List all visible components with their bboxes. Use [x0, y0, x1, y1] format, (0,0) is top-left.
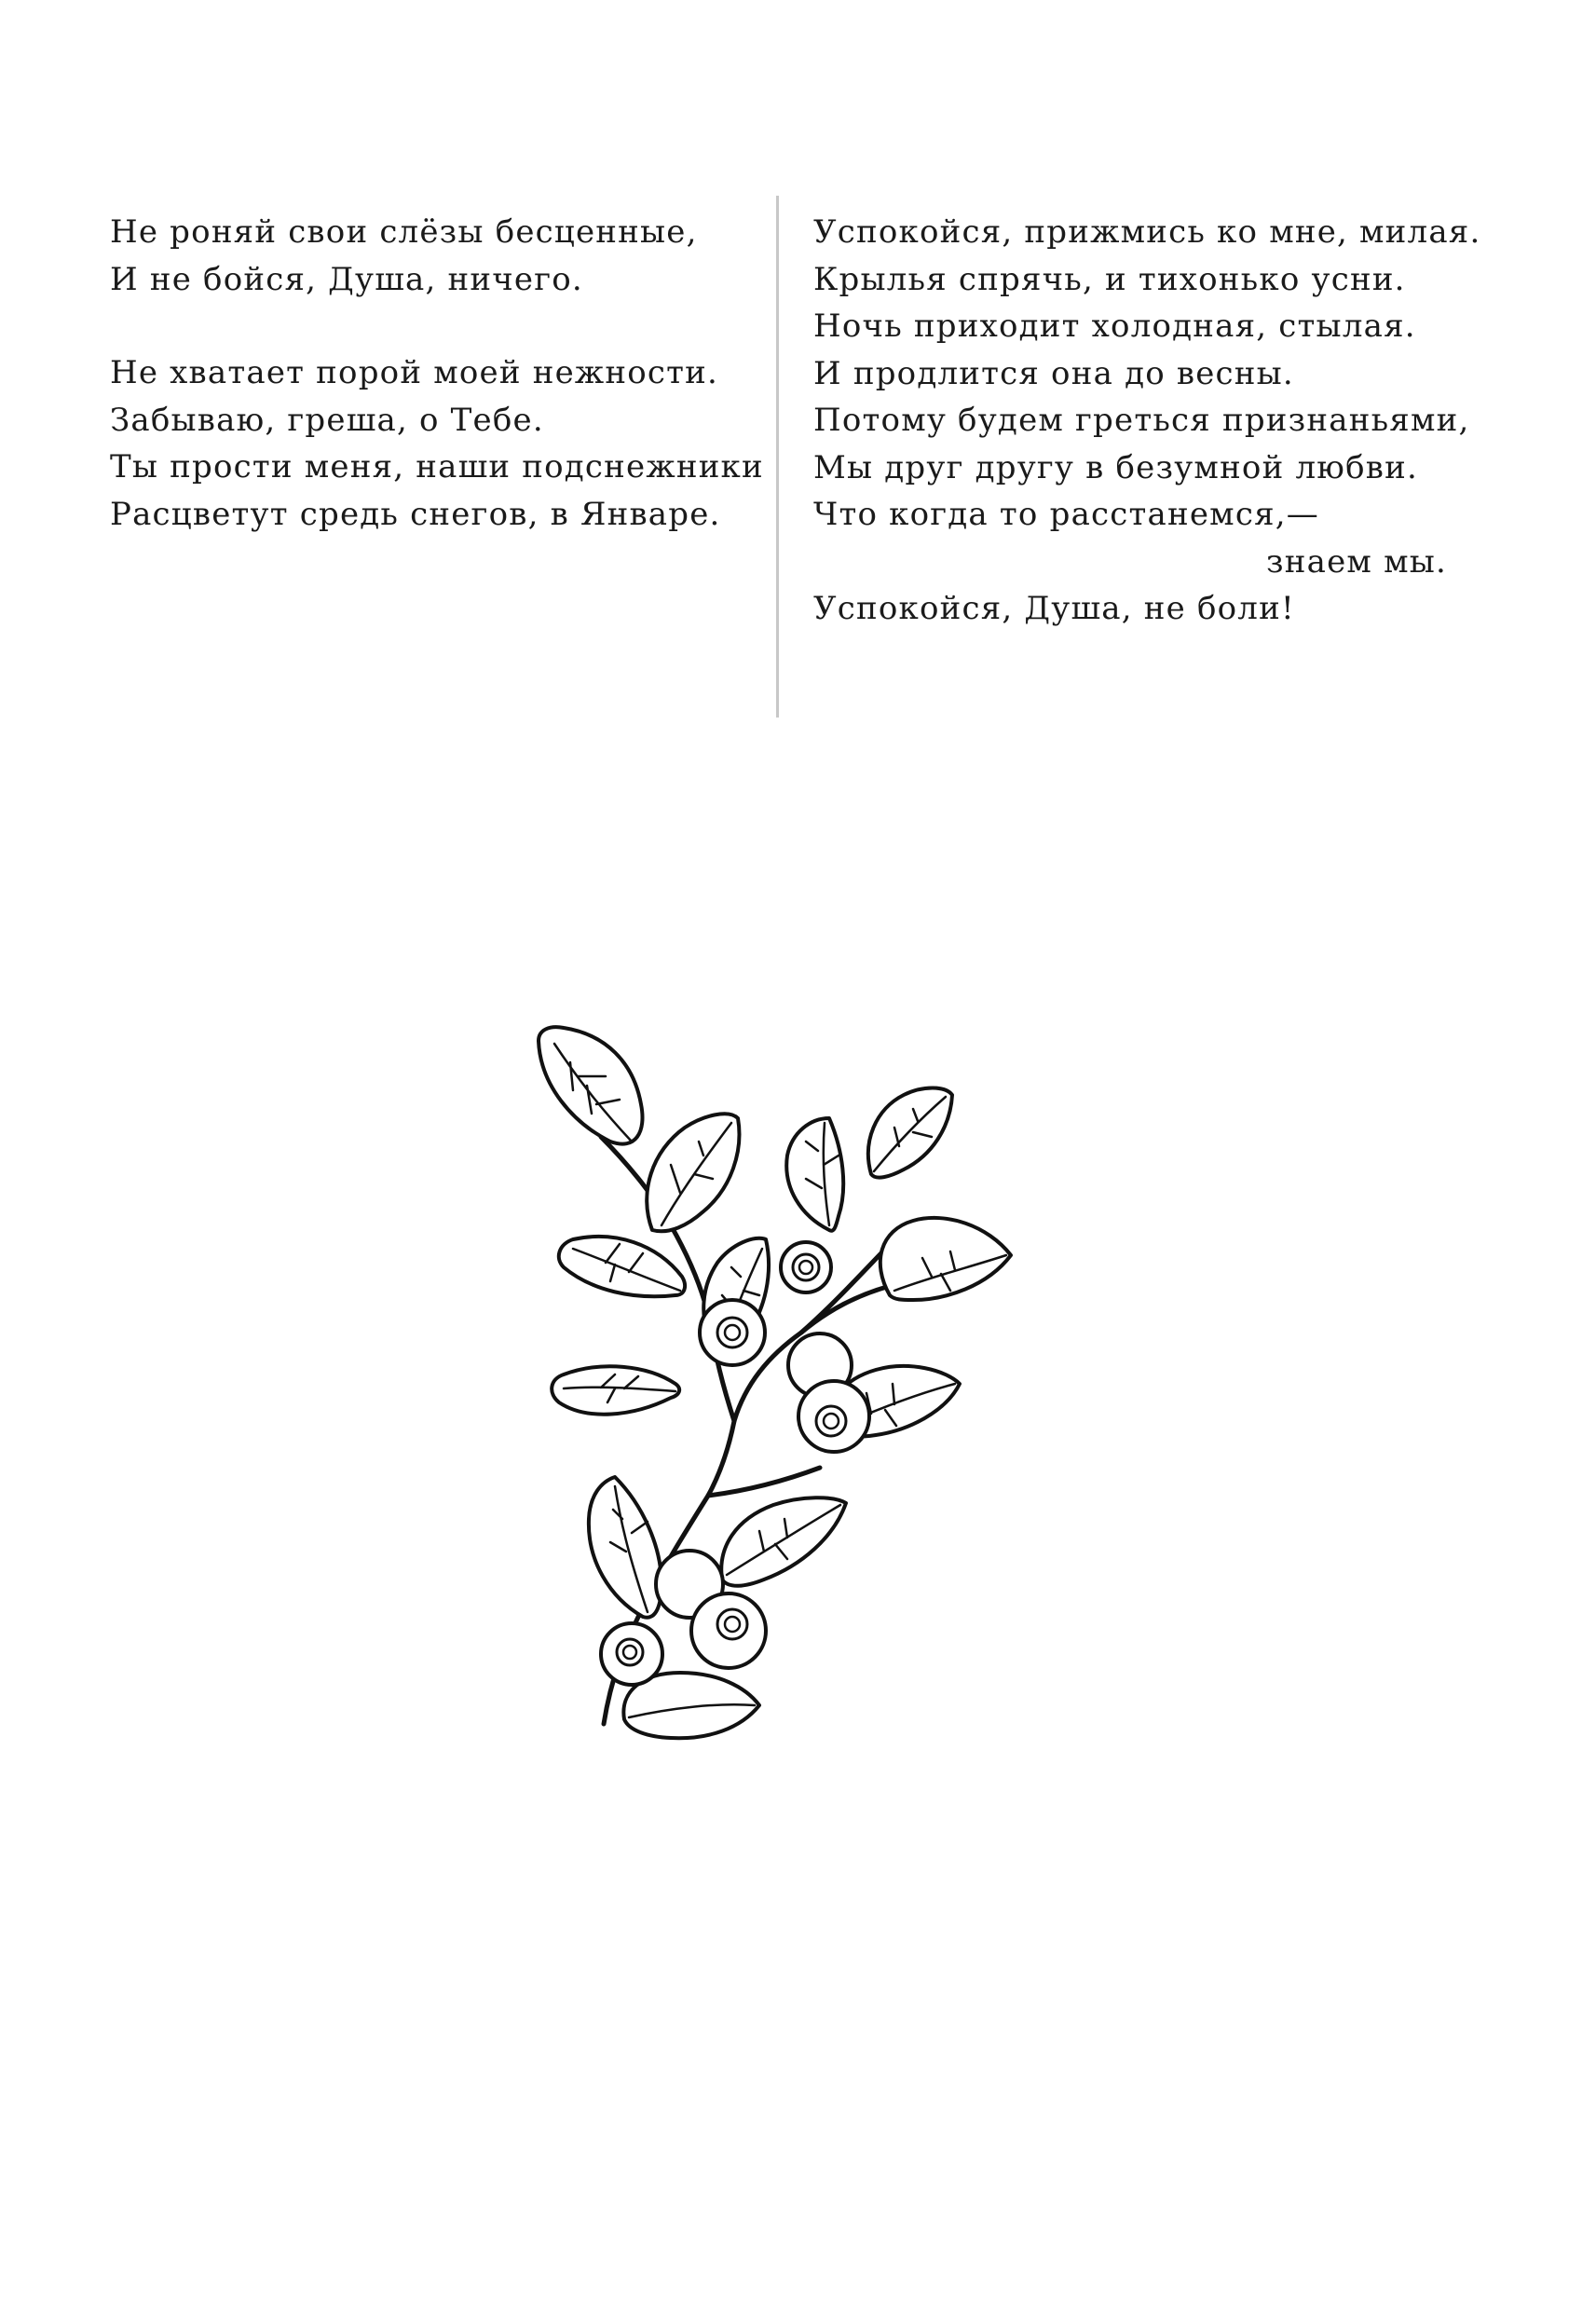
poem-right-column	[813, 209, 1481, 633]
poem-line: Не роняй свои слёзы бесценные,	[110, 213, 698, 251]
stanza-gap	[110, 303, 762, 349]
berry-ring	[799, 1261, 812, 1274]
poem-line: Что когда то расстанемся,—	[813, 496, 1319, 533]
column-divider	[776, 196, 779, 718]
poem-line: И продлится она до весны.	[813, 354, 1294, 392]
poem-line: Ты прости меня, наши подснежники	[110, 448, 764, 485]
poem-line: Забываю, греша, о Тебе.	[110, 401, 544, 439]
berry-branch-illustration	[522, 1011, 1081, 1747]
berry-ring	[725, 1325, 740, 1340]
leaf	[559, 1237, 685, 1296]
stanza-1	[110, 209, 762, 303]
poem-line: Потому будем греться признаньями,	[813, 402, 1470, 439]
berry-ring	[725, 1617, 740, 1632]
poem-line: Успокойся, Душа, не боли!	[813, 590, 1295, 627]
poem-line: И не бойся, Душа, ничего.	[110, 260, 583, 298]
poem-line: Мы друг другу в безумной любви.	[813, 448, 1418, 486]
berry-ring	[824, 1414, 839, 1429]
poem-line-indented: знаем мы.	[1266, 542, 1447, 581]
stanza-2	[110, 349, 762, 538]
berry-ring	[623, 1646, 636, 1659]
poem-left-column	[110, 209, 762, 538]
leaf	[786, 1118, 843, 1231]
poem-line: Не хватает порой моей нежности.	[110, 354, 719, 391]
leaf	[721, 1497, 846, 1586]
poem-line: Крылья спрячь, и тихонько усни.	[813, 260, 1406, 298]
poem-line: Ночь приходит холодная, стылая.	[813, 308, 1416, 345]
leaf	[589, 1477, 662, 1618]
lower-stem	[708, 1468, 820, 1496]
poem-line: Расцветут средь снегов, в Январе.	[110, 495, 721, 533]
poem-line: Успокойся, прижмись ко мне, милая.	[813, 213, 1481, 251]
berry-branch-svg	[522, 1011, 1081, 1747]
